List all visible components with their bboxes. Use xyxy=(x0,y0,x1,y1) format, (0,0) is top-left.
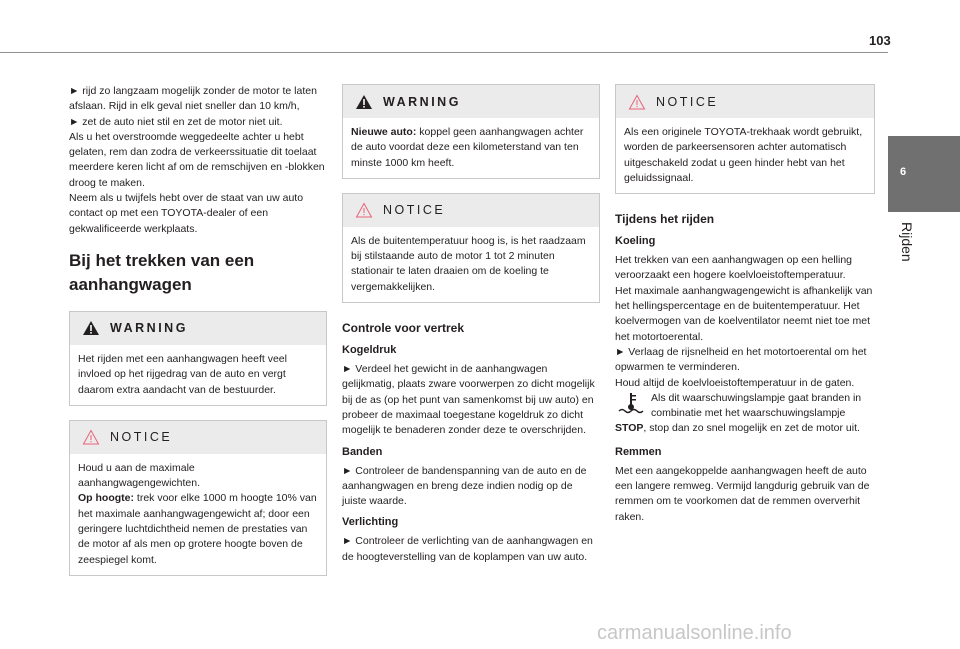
stop-label: STOP xyxy=(615,422,644,435)
intro-line-3: Als u het overstroomde weggedeelte achter u hebt gelaten, rem dan zodra de verkeerssituatie dit toelaat meerdere keren licht af om de remschijven en -blokken droog te maken. xyxy=(69,130,325,189)
notice-header-3 xyxy=(616,85,874,118)
intro-line-1: ► rijd zo langzaam mogelijk zonder de motor te laten afslaan. Rijd in elk geval niet sneller dan 10 km/h, xyxy=(69,85,317,113)
notice-triangle-icon xyxy=(82,429,100,445)
sub-heading-banden: Banden xyxy=(342,445,383,458)
warning-box xyxy=(69,311,327,406)
notice-title: NOTICE xyxy=(110,430,173,445)
sub-heading-remmen: Remmen xyxy=(615,445,662,458)
sub-heading-verlichting: Verlichting xyxy=(342,516,399,529)
warning-header xyxy=(70,312,326,345)
koeling-p3: ► Verlaag de rijsnelheid en het motortoerental om het opwarmen te verminderen. xyxy=(615,345,867,374)
warning-title-2: WARNING xyxy=(383,94,461,109)
chapter-number: 6 xyxy=(899,166,907,178)
notice-text-2 xyxy=(78,491,318,567)
notice-header-2 xyxy=(343,194,599,227)
warning-triangle-icon xyxy=(82,320,100,336)
remmen-text: Met een aangekoppelde aanhangwagen heeft de auto een langere remweg. Vermijd langdurig gebruik van de remmen om te voorkomen dat de remmen oververhit raken. xyxy=(615,464,870,523)
warning-title: WARNING xyxy=(110,321,188,336)
warning-text-2 xyxy=(351,125,591,171)
column-1 xyxy=(69,84,327,576)
notice-header xyxy=(70,421,326,454)
coolant-temperature-icon xyxy=(615,391,647,415)
column-2 xyxy=(342,84,600,565)
notice-rest: trek voor elke 1000 m hoogte 10% van het maximale aanhangwagengewicht af; door een geringere luchtdichtheid nemen de prestaties van de motor af als men op grotere hoogte boven de zeespiegel komt. xyxy=(78,492,317,566)
warning-text: Het rijden met een aanhangwagen heeft veel invloed op het rijgedrag van de auto en vergt daarom extra aandacht van de bestuurder. xyxy=(78,352,287,396)
sub-heading-koeling: Koeling xyxy=(615,235,656,248)
chapter-tab xyxy=(888,136,960,212)
banden-text: ► Controleer de bandenspanning van de auto en de aanhangwagen en breng deze indien nodig op de juiste waarde. xyxy=(342,464,587,508)
koeling-p2: Het maximale aanhangwagengewicht is afhankelijk van het hellingspercentage en de buitentemperatuur. Het koelvermogen van de koelventilator neemt niet toe met het motortoerental. xyxy=(615,284,873,343)
column-3 xyxy=(615,84,875,525)
koeling-p5 xyxy=(615,391,875,437)
sub-heading-kogeldruk: Kogeldruk xyxy=(342,344,397,357)
warning-bold: Nieuwe auto: xyxy=(351,126,417,138)
notice-text-1: Houd u aan de maximale aanhangwagengewichten. xyxy=(78,461,201,490)
notice-bold: Op hoogte: xyxy=(78,492,134,505)
notice-triangle-icon xyxy=(355,202,373,218)
koeling-p5-c: , stop dan zo snel mogelijk en zet de motor uit. xyxy=(643,422,860,435)
intro-line-2: ► zet de auto niet stil en zet de motor niet uit. xyxy=(69,115,283,128)
warning-header-2 xyxy=(343,85,599,118)
koeling-p5-a: Als dit waarschuwingslampje gaat branden in combinatie met het waarschuwingslampje xyxy=(651,391,862,420)
koeling-p4: Houd altijd de koelvloeistoftemperatuur in de gaten. xyxy=(615,376,855,389)
chapter-title: Rijden xyxy=(899,222,915,262)
verlichting-text: ► Controleer de verlichting van de aanhangwagen en de hoogteverstelling van de koplampen van uw auto. xyxy=(342,535,593,563)
notice-triangle-icon xyxy=(628,94,646,110)
section-heading-driving: Tijdens het rijden xyxy=(615,212,715,227)
notice-text-2b: Als de buitentemperatuur hoog is, is het raadzaam bij stilstaande auto de motor 1 tot 2 minuten stationair te laten draaien om de koeling te vergemakkelijken. xyxy=(351,234,586,293)
notice-title-2: NOTICE xyxy=(383,203,446,218)
warning-box-2 xyxy=(342,84,600,179)
notice-text-3: Als een originele TOYOTA-trekhaak wordt gebruikt, worden de parkeersensoren achter automatisch uitgeschakeld zodat u geen hinder hebt van het geluidssignaal. xyxy=(624,126,863,184)
section-heading-towing: Bij het trekken van een aanhangwagen xyxy=(69,250,255,294)
kogeldruk-text: ► Verdeel het gewicht in de aanhangwagen gelijkmatig, plaats zware voorwerpen zo dicht mogelijk bij de as (op het punt van samenkomst bij uw auto) en probeer de maximaal toegestane kogeldruk zo dicht mogelijk te benaderen zonder deze te overschrijden. xyxy=(342,363,595,437)
notice-box-3 xyxy=(615,84,875,194)
notice-box xyxy=(69,420,327,576)
page-number: 103 xyxy=(869,33,891,48)
top-rule xyxy=(0,52,888,53)
watermark: carmanualsonline.info xyxy=(597,622,792,644)
intro-line-4: Neem als u twijfels hebt over de staat van uw auto contact op met een TOYOTA-dealer of een gekwalificeerde werkplaats. xyxy=(69,192,304,235)
notice-box-2 xyxy=(342,193,600,303)
warning-rest: koppel geen aanhangwagen achter de auto voordat deze een kilometerstand van ten minste 1000 km heeft. xyxy=(351,126,584,169)
notice-title-3: NOTICE xyxy=(656,94,719,109)
warning-triangle-icon xyxy=(355,94,373,110)
koeling-p1: Het trekken van een aanhangwagen op een helling veroorzaakt een hogere koelvloeistoftemperatuur. xyxy=(615,254,853,282)
section-heading-check: Controle voor vertrek xyxy=(342,321,465,336)
